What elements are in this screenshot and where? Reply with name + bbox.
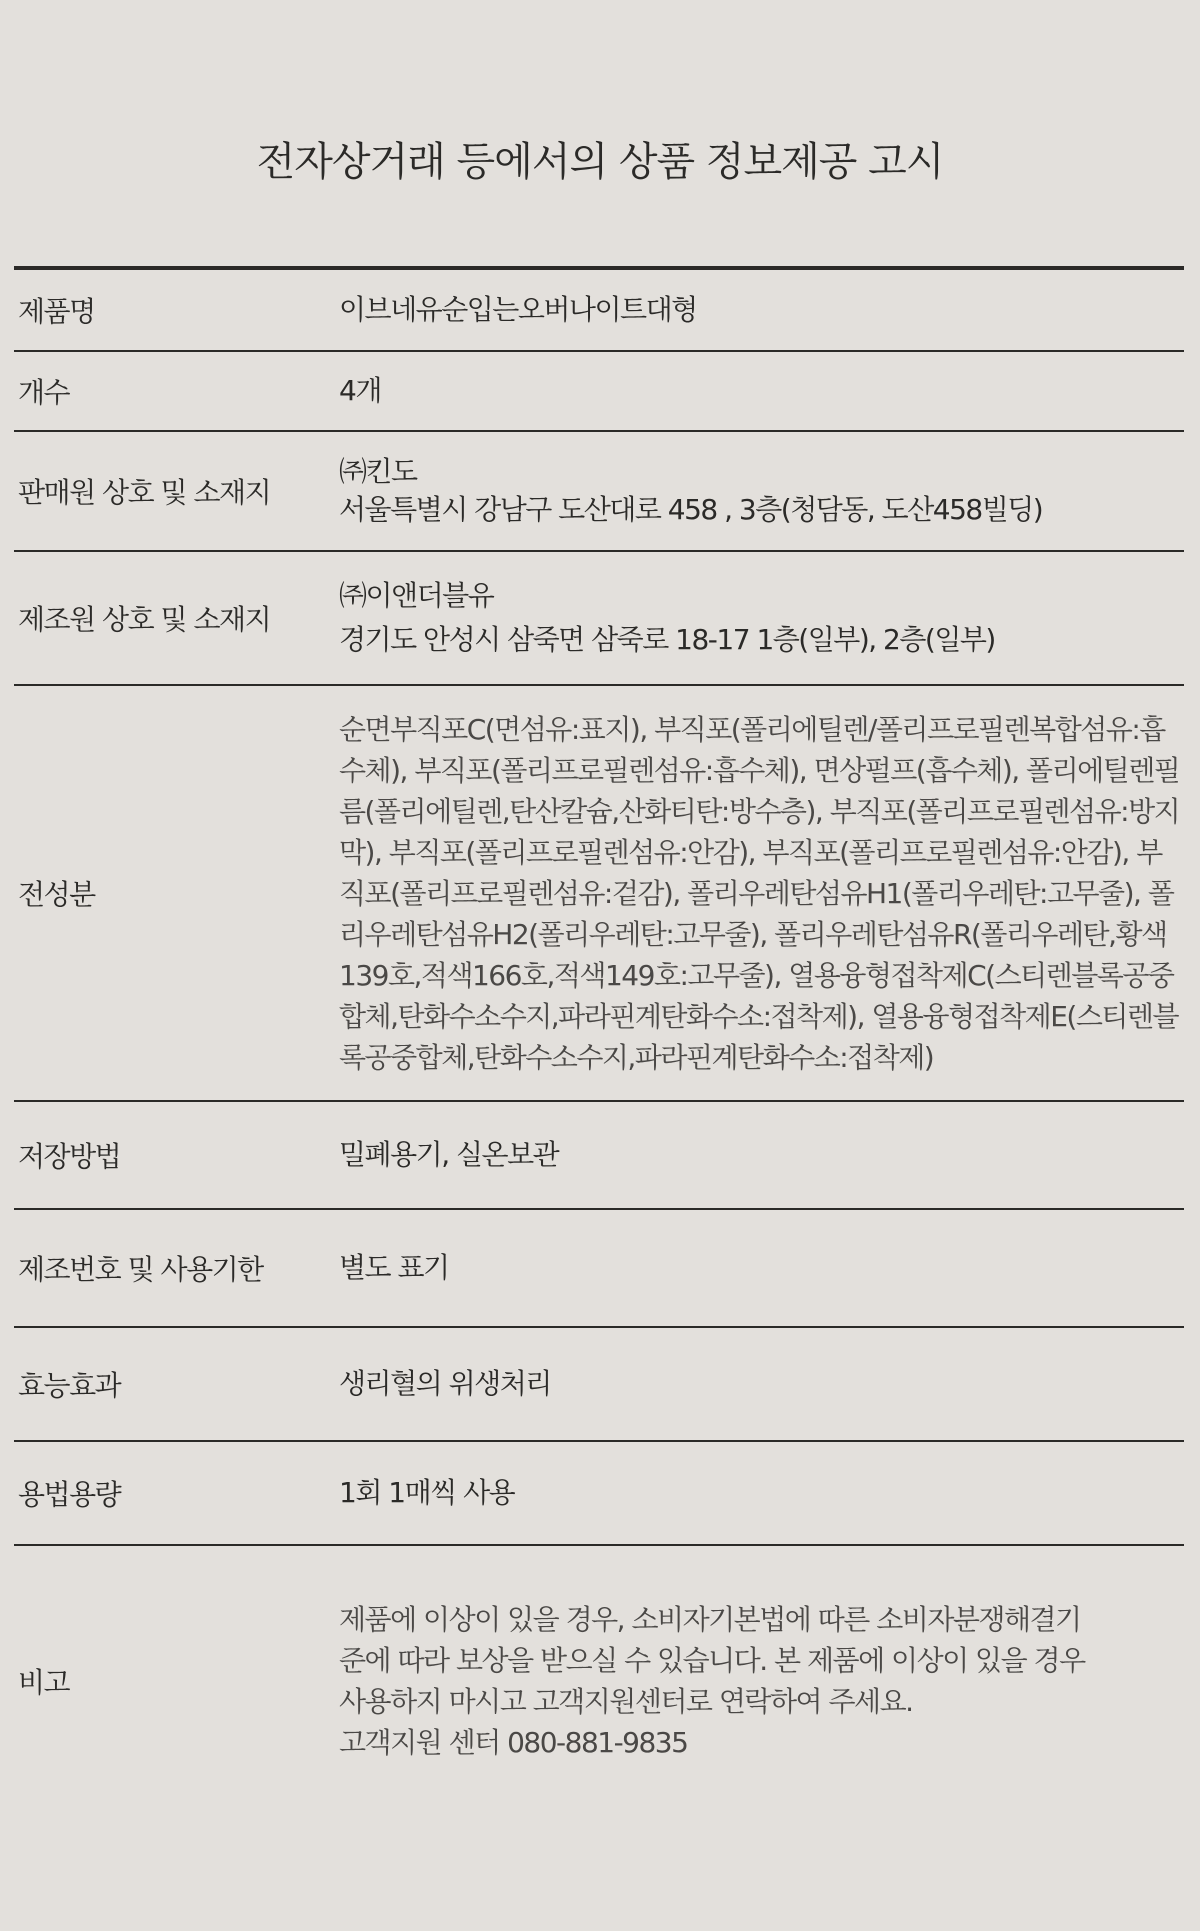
row-value [339, 372, 381, 410]
table-row-quantity [14, 352, 1184, 432]
row-label: 개수 [18, 376, 70, 409]
table-row-product-name [14, 270, 1184, 352]
table-row-efficacy [14, 1328, 1184, 1442]
value-line: 4개 [339, 374, 381, 407]
row-label: 제조번호 및 사용기한 [18, 1253, 263, 1286]
value-line: 1회 1매씩 사용 [339, 1476, 515, 1509]
row-label: 제조원 상호 및 소재지 [18, 603, 271, 636]
table-row-storage [14, 1102, 1184, 1210]
table-row-ingredients [14, 686, 1184, 1102]
value-line: 경기도 안성시 삼죽면 삼죽로 18-17 1층(일부), 2층(일부) [339, 623, 995, 656]
row-value [339, 574, 995, 662]
row-label: 효능효과 [18, 1369, 121, 1402]
value-line: 생리혈의 위생처리 [339, 1367, 551, 1400]
row-label: 비고 [18, 1666, 70, 1699]
table-row-notes [14, 1546, 1184, 1816]
row-value [339, 1136, 558, 1174]
row-value [339, 709, 1184, 1078]
customer-center-text: 고객지원 센터 080-881-9835 [339, 1726, 688, 1759]
row-value [339, 1474, 514, 1512]
table-row-lot-expiry [14, 1210, 1184, 1328]
value-line: ㈜이앤더블유 [339, 579, 494, 612]
table-row-usage [14, 1442, 1184, 1546]
value-line: 별도 표기 [339, 1251, 449, 1284]
row-label: 저장방법 [18, 1140, 121, 1173]
row-label: 전성분 [18, 878, 95, 911]
row-label: 제품명 [18, 295, 95, 328]
table-row-manufacturer [14, 552, 1184, 686]
row-value [339, 1365, 551, 1403]
row-value [339, 1599, 1099, 1763]
value-line: 서울특별시 강남구 도산대로 458 , 3층(청담동, 도산458빌딩) [339, 493, 1043, 526]
row-value [339, 291, 697, 329]
page-title: 전자상거래 등에서의 상품 정보제공 고시 [256, 139, 944, 185]
row-label: 용법용량 [18, 1478, 121, 1511]
row-value [339, 1249, 449, 1287]
row-label: 판매원 상호 및 소재지 [18, 476, 271, 509]
value-line: 밀폐용기, 실온보관 [339, 1138, 559, 1171]
value-line: ㈜킨도 [339, 455, 417, 488]
value-line: 이브네유순입는오버나이트대형 [339, 293, 697, 326]
ingredients-text: 순면부직포C(면섬유:표지), 부직포(폴리에틸렌/폴리프로필렌복합섬유:흡수체), 부직포(폴리프로필렌섬유:흡수체), 면상펄프(흡수체), 폴리에틸렌필름(폴리에틸렌,탄산칼슘,산화티탄:방수층), 부직포(폴리프로필렌섬유:방지막), 부직포(폴리프로필렌섬유:안감), 부직포(폴리프로필렌섬유:안감), 부직포(폴리프로필렌섬유:겉감), 폴리우레탄섬유H1(폴리우레탄:고무줄), 폴리우레탄섬유H2(폴리우레탄:고무줄), 폴리우레탄섬유R(폴리우레탄,황색139호,적색166호,적색149호:고무줄), 열용융형접착제C(스티렌블록공중합체,탄화수소수지,파라핀계탄화수소:접착제), 열용융형접착제E(스티렌블록공중합체,탄화수소수지,파라핀계탄화수소:접착제) [339, 712, 1180, 1074]
info-table [14, 266, 1184, 1816]
row-value [339, 453, 1042, 529]
table-row-seller [14, 432, 1184, 552]
notes-text: 제품에 이상이 있을 경우, 소비자기본법에 따른 소비자분쟁해결기준에 따라 보상을 받으실 수 있습니다. 본 제품에 이상이 있을 경우 사용하지 마시고 고객지원센터로 연락하여 주세요. [339, 1603, 1085, 1718]
